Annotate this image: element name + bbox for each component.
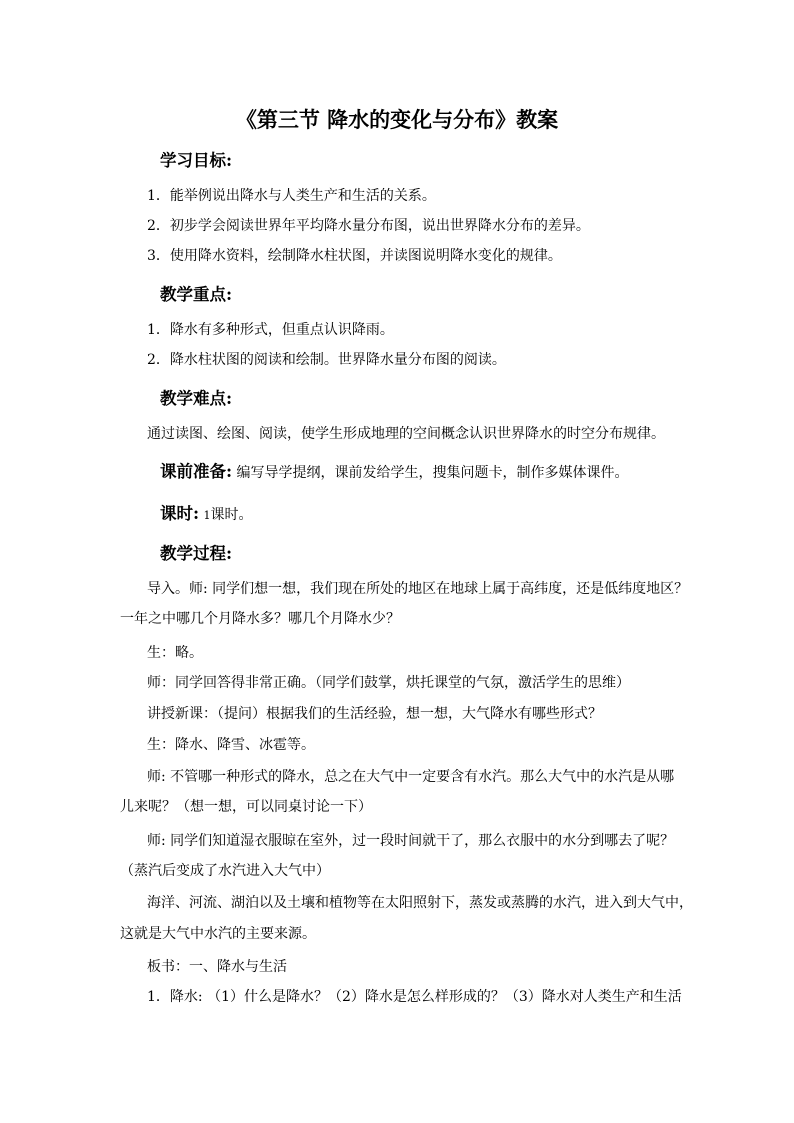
objectives-heading: 学习目标: bbox=[160, 151, 233, 170]
difficulties-text: 通过读图、绘图、阅读，使学生形成地理的空间概念认识世界降水的时空分布规律。 bbox=[147, 426, 665, 442]
period-text: 课时。 bbox=[210, 507, 253, 523]
key-point-item-1: 1．降水有多种形式，但重点认识降雨。 bbox=[147, 322, 394, 338]
difficulties-heading: 教学难点: bbox=[160, 389, 233, 408]
process-line-9: 师: 同学们知道湿衣服晾在室外，过一段时间就干了，那么衣服中的水分到哪去了呢？ bbox=[147, 833, 675, 849]
key-point-item-2: 2．降水柱状图的阅读和绘制。世界降水量分布图的阅读。 bbox=[147, 352, 506, 368]
process-line-11: 海洋、河流、湖泊以及土壤和植物等在太阳照射下，蒸发或蒸腾的水汽，进入到大气中， bbox=[147, 895, 693, 911]
process-line-1: 导入。师: 同学们想一想，我们现在所处的地区在地球上属于高纬度，还是低纬度地区？ bbox=[147, 581, 689, 597]
key-points-heading: 教学重点: bbox=[160, 285, 233, 304]
process-line-2: 一年之中哪几个月降水多？哪几个月降水少？ bbox=[120, 611, 400, 627]
objective-item-1: 1．能举例说出降水与人类生产和生活的关系。 bbox=[147, 188, 436, 204]
preparation-heading: 课前准备: bbox=[160, 462, 233, 481]
process-line-4: 师：同学回答得非常正确。（同学们鼓掌，烘托课堂的气氛，激活学生的思维） bbox=[147, 675, 630, 691]
objective-item-2: 2．初步学会阅读世界年平均降水量分布图，说出世界降水分布的差异。 bbox=[147, 218, 590, 234]
process-heading: 教学过程: bbox=[160, 544, 233, 563]
process-line-7: 师: 不管哪一种形式的降水，总之在大气中一定要含有水汽。那么大气中的水汽是从哪 bbox=[147, 769, 675, 785]
preparation-text: 编写导学提纲，课前发给学生，搜集问题卡，制作多媒体课件。 bbox=[236, 465, 629, 481]
period-number: 1 bbox=[203, 509, 211, 522]
process-line-5: 讲授新课：（提问）根据我们的生活经验，想一想，大气降水有哪些形式？ bbox=[147, 706, 602, 722]
process-line-6: 生：降水、降雪、冰雹等。 bbox=[147, 737, 315, 753]
period-heading: 课时: bbox=[160, 504, 200, 523]
process-line-10: （蒸汽后变成了水汽进入大气中） bbox=[120, 863, 330, 879]
process-line-14: 1．降水: （1）什么是降水？（2）降水是怎么样形成的？（3）降水对人类生产和生活 bbox=[147, 989, 682, 1005]
process-line-3: 生：略。 bbox=[147, 645, 203, 661]
process-line-13: 板书：一、降水与生活 bbox=[147, 959, 287, 975]
objective-item-3: 3．使用降水资料，绘制降水柱状图，并读图说明降水变化的规律。 bbox=[147, 248, 562, 264]
process-line-12: 这就是大气中水汽的主要来源。 bbox=[120, 926, 316, 942]
process-line-8: 儿来呢？（想一想，可以同桌讨论一下） bbox=[120, 799, 372, 815]
period-row bbox=[160, 502, 253, 528]
preparation-row bbox=[160, 460, 629, 485]
page-title: 《第三节 降水的变化与分布》教案 bbox=[235, 107, 559, 132]
